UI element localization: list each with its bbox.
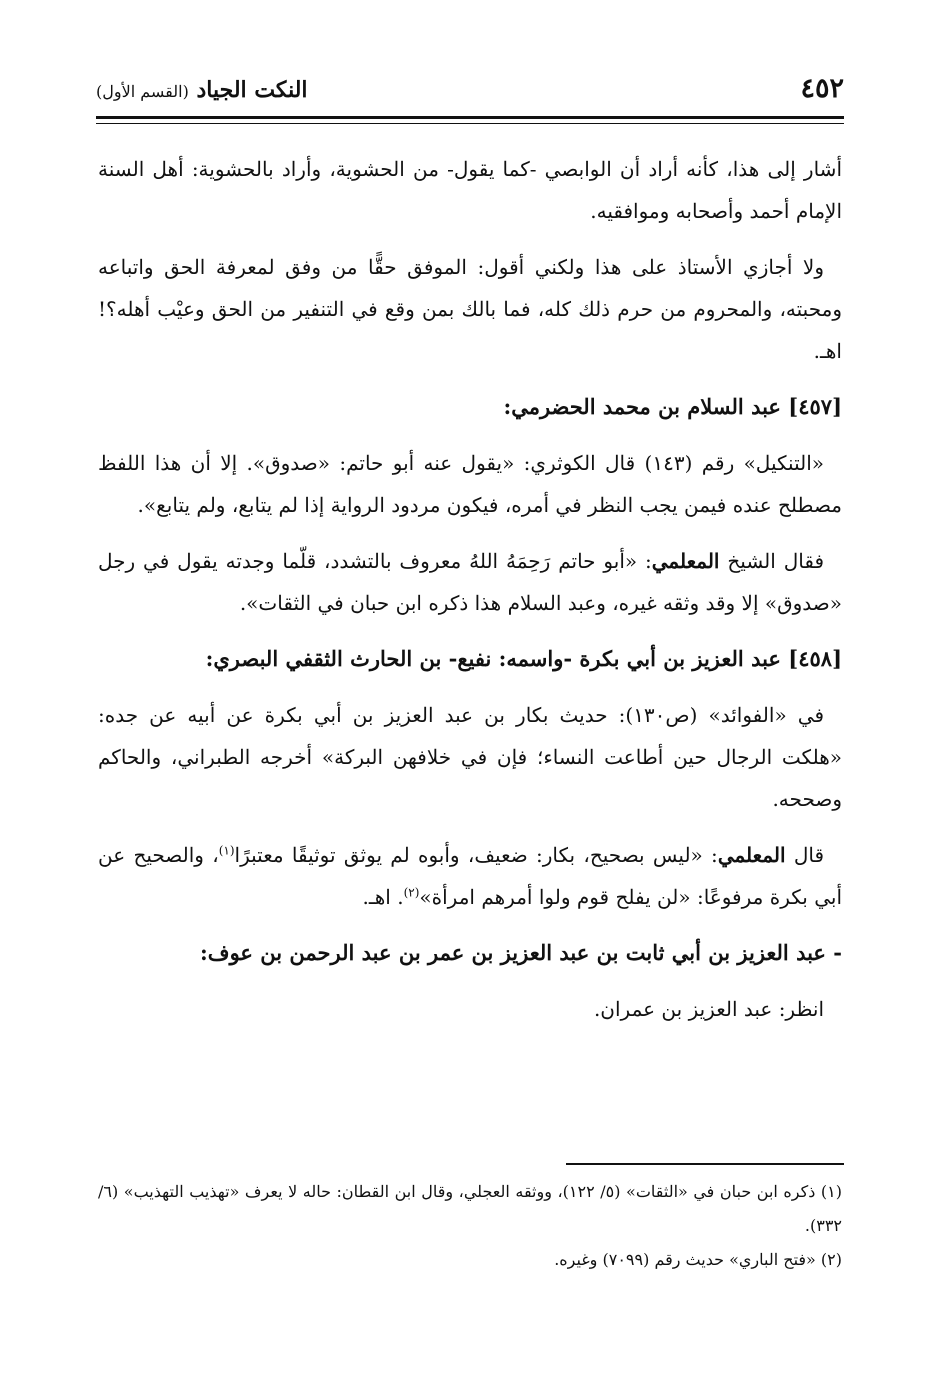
author-name: المعلمي <box>651 549 720 573</box>
text-run: قال <box>793 843 825 867</box>
footnote-marker-1: (١) <box>218 843 235 858</box>
author-name: المعلمي <box>717 843 786 867</box>
entry-heading-457: [٤٥٧] عبد السلام بن محمد الحضرمي: <box>503 394 842 419</box>
main-text <box>98 148 842 1044</box>
text-run: . اهـ. <box>362 885 404 909</box>
text-run: ، والصحيح عن أبي بكرة مرفوعًا: «لن يفلح قوم ولوا أمرهم امرأة» <box>98 843 842 909</box>
footnote-marker-2: (٢) <box>403 885 420 900</box>
paragraph: «التنكيل» رقم (١٤٣) قال الكوثري: «يقول عنه أبو حاتم: «صدوق». إلا أن هذا اللفظ مصطلح عنده فيمن يجب النظر في أمره، فيكون مردود الرواية إذا لم يتابع، ولم يتابع». <box>98 451 842 517</box>
footnote-2: (٢) «فتح الباري» حديث رقم (٧٠٩٩) وغيره. <box>554 1250 842 1269</box>
header-rule-thick <box>96 116 844 119</box>
page-number: ٤٥٢ <box>800 73 844 104</box>
footnote-1: (١) ذكره ابن حبان في «الثقات» (٥/ ١٢٢)، ووثقه العجلي، وقال ابن القطان: حاله لا يعرف «تهذيب التهذيب» (٦/ ٣٣٢). <box>98 1182 842 1235</box>
paragraph: انظر: عبد العزيز بن عمران. <box>593 997 824 1021</box>
entry-heading-cross-ref: - عبد العزيز بن أبي ثابت بن عبد العزيز بن عمر بن عبد الرحمن بن عوف: <box>200 940 842 965</box>
text-run: فقال الشيخ <box>727 549 825 573</box>
running-title <box>96 74 308 108</box>
book-title: النكت الجياد <box>196 77 308 103</box>
text-run: : «أبو حاتم رَحِمَهُ اللهُ معروف بالتشدد، قلّما وجدته يقول في رجل «صدوق» إلا وقد وثقه غيره، وعبد السلام هذا ذكره ابن حبان في الثقات». <box>98 549 842 615</box>
paragraph: في «الفوائد» (ص١٣٠): حديث بكار بن عبد العزيز بن أبي بكرة عن أبيه عن جده: «هلكت الرجال حين أطاعت النساء؛ فإن في خلافهن البركة» أخرجه الطبراني، والحاكم وصححه. <box>98 703 842 811</box>
paragraph: ولا أجازي الأستاذ على هذا ولكني أقول: الموفق حقًّا من وفق لمعرفة الحق واتباعه ومحبته، والمحروم من حرم ذلك كله، فما بالك بمن وقع في التنفير من الحق وعيْب أهله؟! اهـ. <box>98 255 842 363</box>
header-rule-thin <box>96 123 844 124</box>
part-label: (القسم الأول) <box>96 82 189 101</box>
text-run: : «ليس بصحيح، بكار: ضعيف، وأبوه لم يوثق توثيقًا معتبرًا <box>234 843 718 867</box>
page-header <box>96 72 844 116</box>
paragraph <box>98 834 842 918</box>
paragraph <box>98 540 842 624</box>
entry-heading-458: [٤٥٨] عبد العزيز بن أبي بكرة -واسمه: نفيع- بن الحارث الثقفي البصري: <box>205 646 842 671</box>
footnotes <box>98 1175 842 1277</box>
footnote-separator <box>566 1163 844 1165</box>
paragraph: أشار إلى هذا، كأنه أراد أن الوابصي -كما يقول- من الحشوية، وأراد بالحشوية: أهل السنة الإمام أحمد وأصحابه وموافقيه. <box>98 157 843 223</box>
